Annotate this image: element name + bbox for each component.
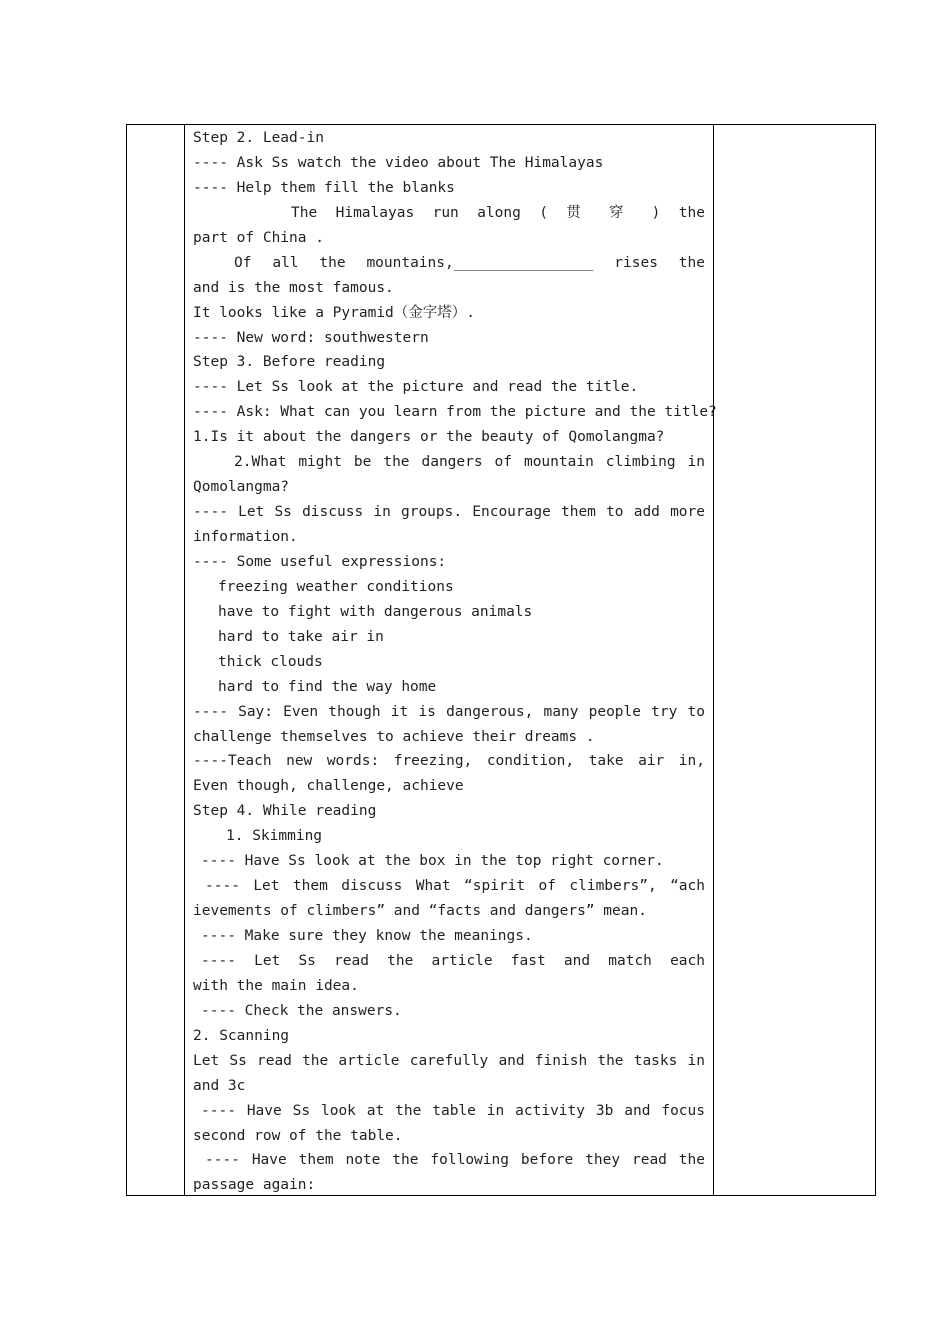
text-line: 1. Skimming xyxy=(226,828,323,845)
text-line: The Himalayas run along ( 贯 穿 ) the xyxy=(291,204,705,221)
text-line: ---- Let Ss look at the picture and read the title. xyxy=(193,379,639,396)
text-line: Step 2. Lead-in xyxy=(193,130,324,146)
text-line: Even though, challenge, achieve xyxy=(193,778,464,795)
text-line: 2. Scanning xyxy=(193,1027,290,1044)
text-line: ---- Let them discuss What “spirit of climbers”, “ach xyxy=(205,878,705,895)
text-line: Of all the mountains,________________ rises the xyxy=(234,254,705,271)
text-line: ----Teach new words: freezing, condition, take air in, xyxy=(193,753,705,770)
text-line: have to fight with dangerous animals xyxy=(218,603,533,620)
text-line: and 3c xyxy=(193,1077,246,1094)
text-line: ---- Have them note the following before they read the xyxy=(205,1152,705,1169)
text-line: challenge themselves to achieve their dreams . xyxy=(193,728,595,745)
text-line: ---- Some useful expressions: xyxy=(193,553,447,570)
text-line: part of China . xyxy=(193,229,324,246)
text-line: It looks like a Pyramid（金字塔）. xyxy=(193,304,476,321)
text-line: ---- Have Ss look at the box in the top right corner. xyxy=(201,853,664,870)
column-divider-left xyxy=(184,125,185,1195)
text-line: second row of the table. xyxy=(193,1127,403,1144)
text-line: 2.What might be the dangers of mountain climbing in xyxy=(234,454,705,471)
text-line: information. xyxy=(193,529,298,545)
text-line: hard to take air in xyxy=(218,628,384,645)
text-line: ---- Say: Even though it is dangerous, many people try to xyxy=(193,703,705,720)
text-line: ---- Have Ss look at the table in activity 3b and focus xyxy=(201,1102,705,1119)
procedure-cell xyxy=(193,126,717,1198)
text-line: ---- Make sure they know the meanings. xyxy=(201,928,533,944)
text-line: freezing weather conditions xyxy=(218,578,454,595)
lesson-table xyxy=(126,124,876,1196)
text-line: Step 4. While reading xyxy=(193,803,377,820)
text-line: ---- Check the answers. xyxy=(201,1002,402,1019)
column-divider-right xyxy=(713,125,714,1195)
text-line: Qomolangma? xyxy=(193,479,290,496)
text-line: Step 3. Before reading xyxy=(193,354,386,371)
text-line: ---- New word: southwestern xyxy=(193,329,429,346)
text-line: with the main idea. xyxy=(193,977,359,994)
text-line: ---- Help them fill the blanks xyxy=(193,179,455,196)
text-line: hard to find the way home xyxy=(218,678,437,695)
text-line: ---- Ask Ss watch the video about The Himalayas xyxy=(193,154,604,171)
text-line: 1.Is it about the dangers or the beauty of Qomolangma? xyxy=(193,429,665,446)
text-line: passage again: xyxy=(193,1177,316,1194)
text-line: ---- Let Ss discuss in groups. Encourage them to add more xyxy=(193,504,705,521)
text-line: thick clouds xyxy=(218,653,323,670)
text-line: and is the most famous. xyxy=(193,279,394,296)
text-line: ievements of climbers” and “facts and dangers” mean. xyxy=(193,903,647,920)
text-line: ---- Let Ss read the article fast and match each xyxy=(201,952,705,969)
text-line: ---- Ask: What can you learn from the picture and the title? xyxy=(193,404,717,421)
text-line: Let Ss read the article carefully and finish the tasks in xyxy=(193,1052,705,1069)
